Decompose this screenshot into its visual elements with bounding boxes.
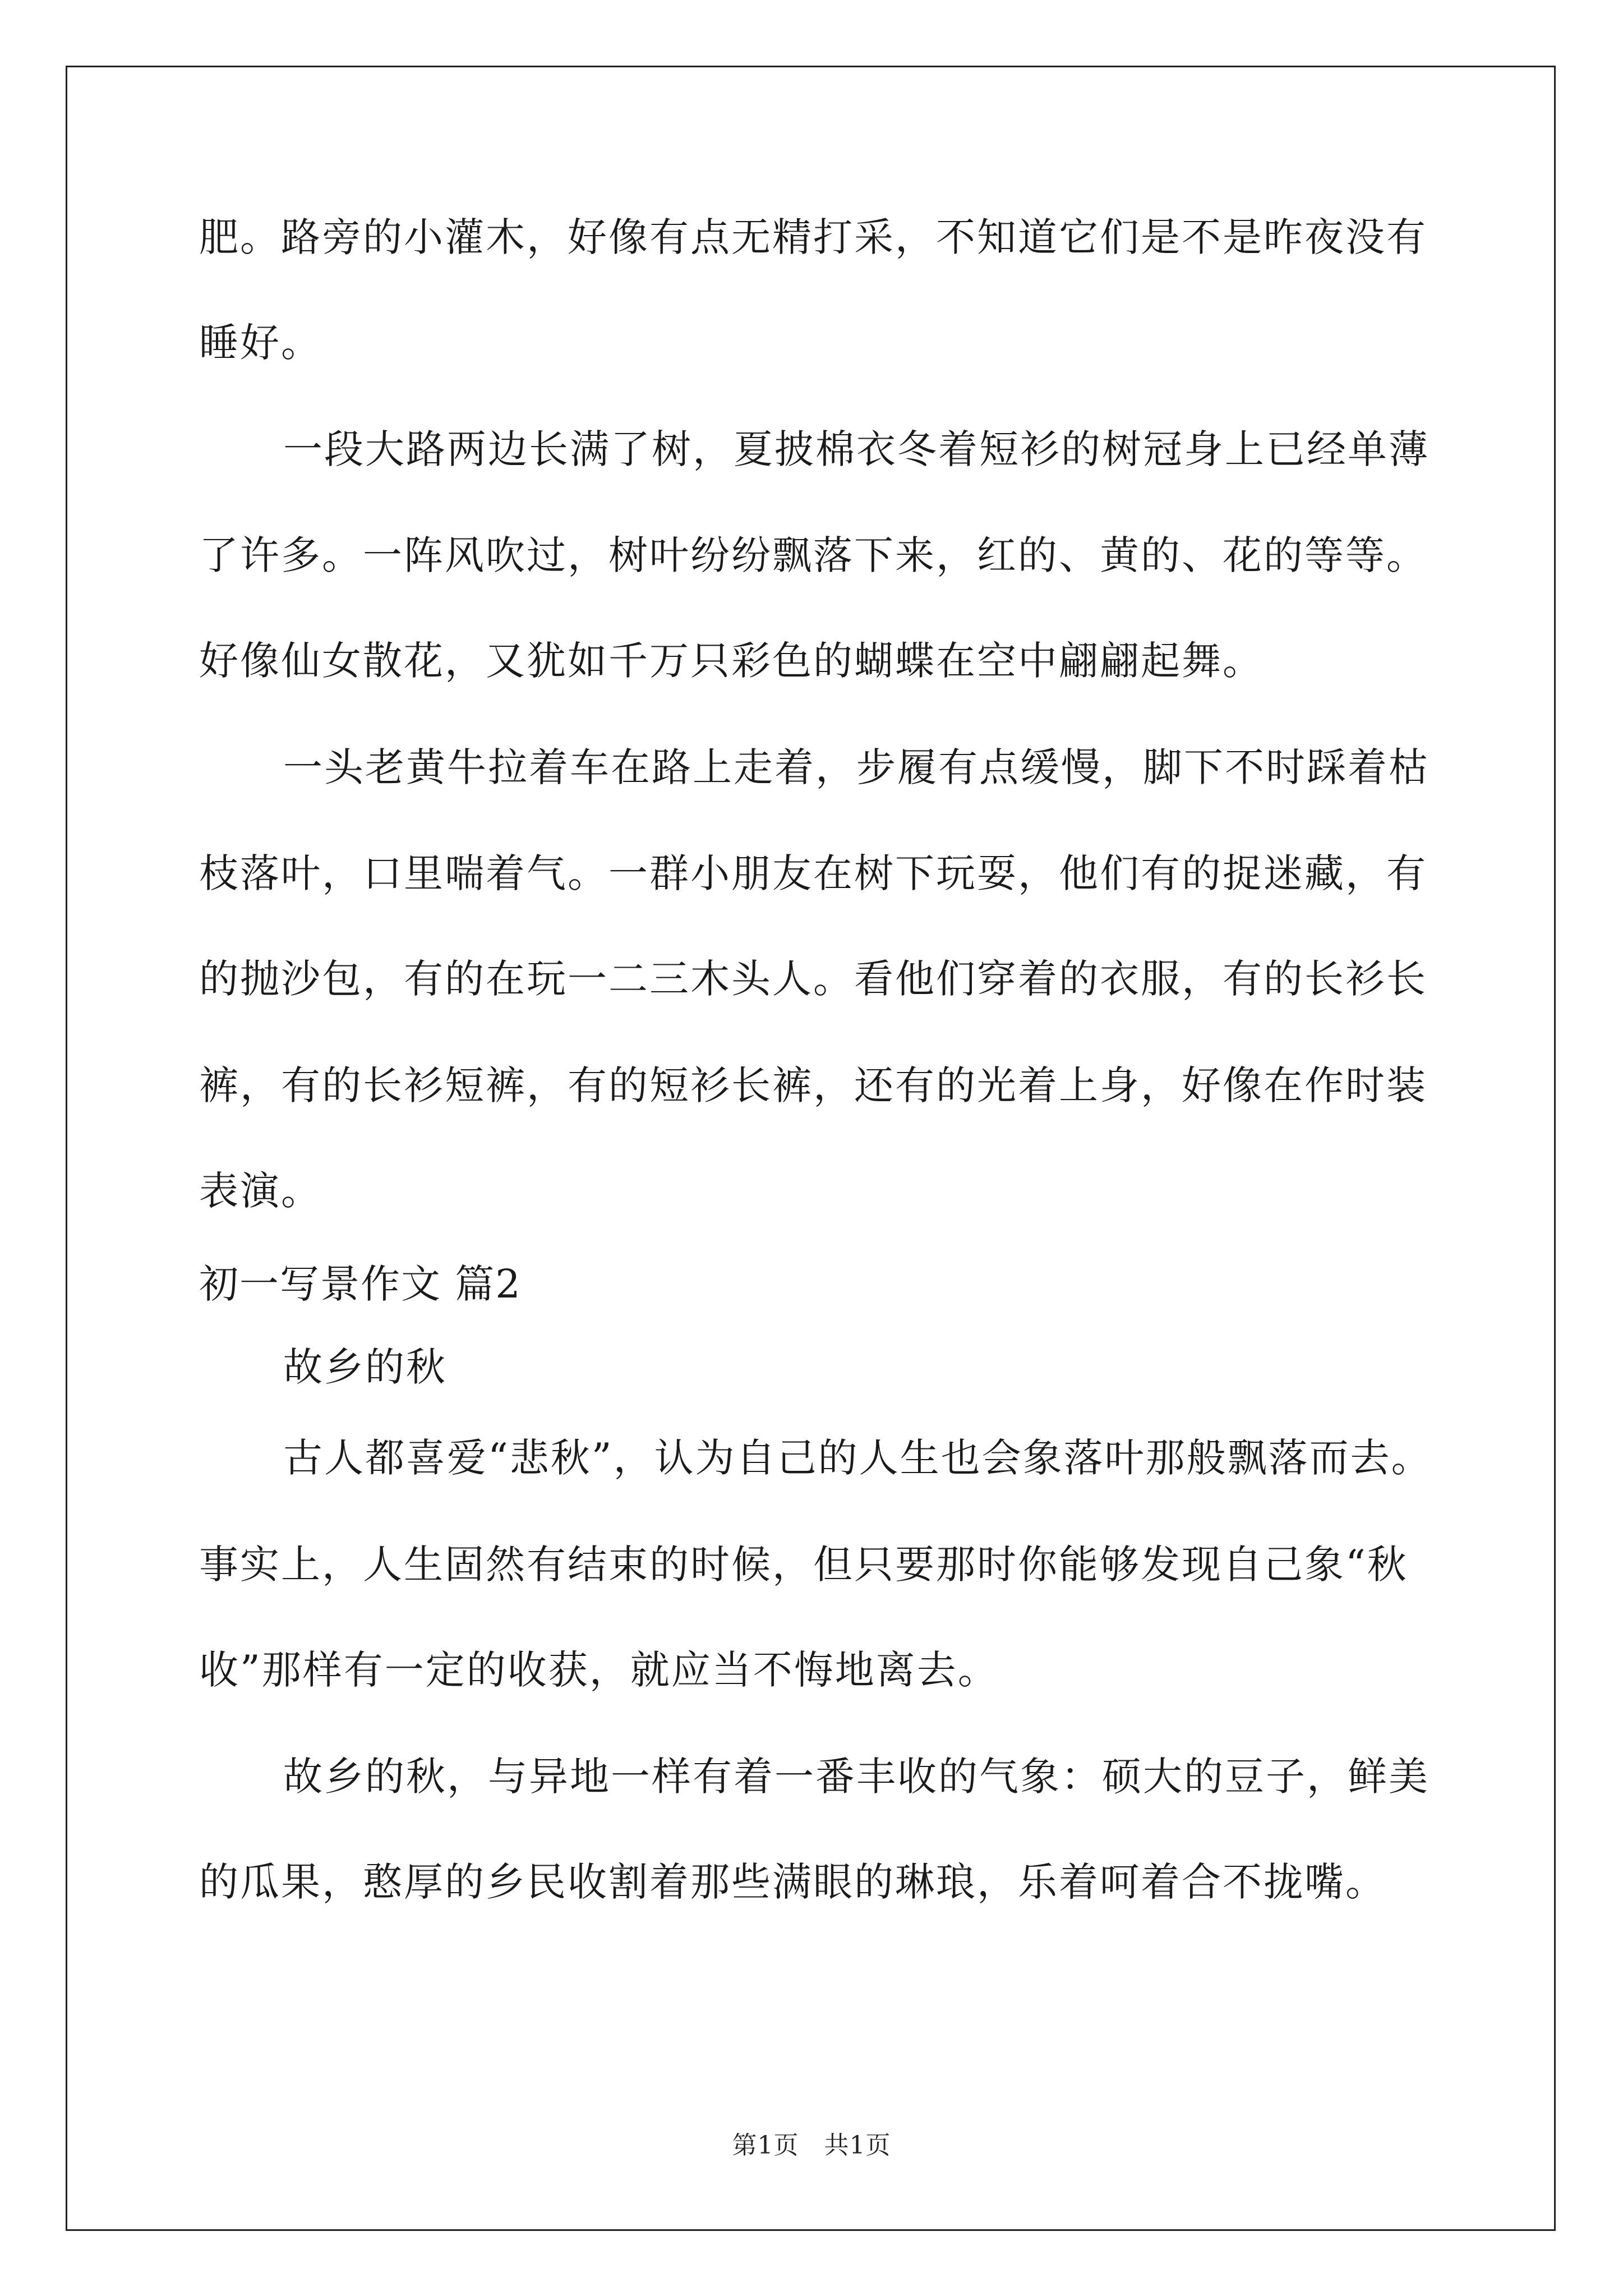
text-line: 好像仙女散花，又犹如千万只彩色的蝴蝶在空中翩翩起舞。 [199,638,1264,684]
text-line: 了许多。一阵风吹过，树叶纷纷飘落下来，红的、黄的、花的等等。 [199,532,1427,578]
text-line: 肥。路旁的小灌木，好像有点无精打采，不知道它们是不是昨夜没有 [199,214,1427,260]
article-title: 故乡的秋 [283,1344,447,1390]
text-line: 事实上，人生固然有结束的时候，但只要那时你能够发现自己象“秋 [199,1542,1408,1588]
section-heading: 初一写景作文 篇2 [199,1261,522,1307]
text-line: 表演。 [199,1168,322,1214]
paragraph-start-line: 故乡的秋，与异地一样有着一番丰收的气象：硕大的豆子，鲜美 [283,1754,1430,1800]
text-line: 枝落叶，口里喘着气。一群小朋友在树下玩耍，他们有的捉迷藏，有 [199,850,1427,896]
text-line: 的瓜果，憨厚的乡民收割着那些满眼的琳琅，乐着呵着合不拢嘴。 [199,1859,1386,1905]
paragraph-start-line: 一头老黄牛拉着车在路上走着，步履有点缓慢，脚下不时踩着枯 [283,744,1430,790]
text-line: 裤，有的长衫短裤，有的短衫长裤，还有的光着上身，好像在作时装 [199,1062,1427,1108]
paragraph-start-line: 一段大路两边长满了树，夏披棉衣冬着短衫的树冠身上已经单薄 [283,426,1430,472]
page-footer: 第1页 共1页 [732,2131,891,2160]
text-line: 的抛沙包，有的在玩一二三木头人。看他们穿着的衣服，有的长衫长 [199,956,1427,1002]
text-line: 睡好。 [199,320,322,366]
paragraph-start-line: 古人都喜爱“悲秋”，认为自己的人生也会象落叶那般飘落而去。 [283,1435,1432,1481]
text-line: 收”那样有一定的收获，就应当不悔地离去。 [199,1647,999,1693]
